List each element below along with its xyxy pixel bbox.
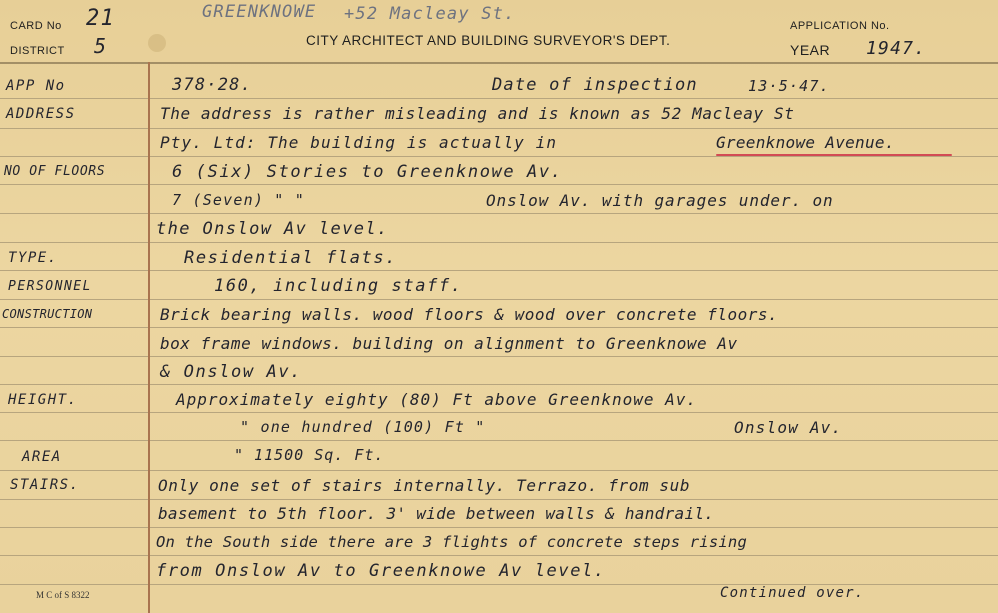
street-name-underlined: Greenknowe Avenue. [716, 133, 895, 152]
label-floors: NO OF FLOORS [4, 164, 106, 179]
address-line-2: Pty. Ltd: The building is actually in [160, 133, 558, 152]
district-label: DISTRICT [10, 45, 65, 57]
label-height: HEIGHT. [8, 392, 78, 408]
label-stairs: STAIRS. [10, 477, 80, 493]
inspection-label: Date of inspection [492, 75, 698, 95]
stairs-line-2: basement to 5th floor. 3' wide between walls & handrail. [158, 504, 715, 523]
street-address: +52 Macleay St. [344, 4, 516, 24]
label-type: TYPE. [8, 250, 58, 266]
margin-line [148, 62, 150, 613]
label-address: ADDRESS [6, 106, 76, 122]
stairs-line-4: from Onslow Av to Greenknowe Av level. [156, 561, 606, 581]
continued-note: Continued over. [720, 585, 865, 601]
construction-line-3: & Onslow Av. [160, 362, 303, 382]
building-name: GREENKNOWE [202, 2, 317, 22]
personnel-value: 160, including staff. [214, 276, 463, 296]
inspection-date: 13·5·47. [748, 77, 830, 95]
year-label: YEAR [790, 42, 831, 58]
construction-line-1: Brick bearing walls. wood floors & wood over concrete floors. [160, 305, 779, 324]
form-code: M C of S 8322 [36, 590, 90, 600]
type-value: Residential flats. [184, 248, 398, 268]
card-no-label: CARD No [10, 20, 62, 32]
height-line-2-a: " one hundred (100) Ft " [240, 418, 486, 436]
application-label: APPLICATION No. [790, 20, 890, 32]
address-line-1: The address is rather misleading and is known as 52 Macleay St [160, 104, 795, 123]
department-title: CITY ARCHITECT AND BUILDING SURVEYOR'S DEPT. [306, 33, 671, 48]
year-value: 1947. [866, 38, 927, 59]
floors-line-2-b: Onslow Av. with garages under. on [486, 191, 834, 210]
floors-line-1: 6 (Six) Stories to Greenknowe Av. [172, 162, 563, 182]
app-no-value: 378·28. [172, 75, 253, 95]
punch-mark [148, 34, 166, 52]
height-line-1: Approximately eighty (80) Ft above Greenknowe Av. [176, 390, 698, 409]
height-line-2-b: Onslow Av. [734, 418, 843, 437]
label-personnel: PERSONNEL [8, 279, 92, 294]
construction-line-2: box frame windows. building on alignment to Greenknowe Av [160, 334, 738, 353]
floors-line-2-a: 7 (Seven) " " [172, 191, 305, 209]
label-app-no: APP No [6, 78, 66, 94]
card-no-value: 21 [86, 6, 115, 31]
area-value: " 11500 Sq. Ft. [234, 446, 385, 464]
district-value: 5 [94, 34, 108, 58]
floors-line-3: the Onslow Av level. [156, 219, 389, 239]
label-area: AREA [22, 449, 62, 465]
stairs-line-3: On the South side there are 3 flights of concrete steps rising [156, 533, 747, 551]
stairs-line-1: Only one set of stairs internally. Terrazo. from sub [158, 476, 691, 495]
red-underline [716, 154, 952, 156]
label-construction: CONSTRUCTION [2, 307, 93, 321]
